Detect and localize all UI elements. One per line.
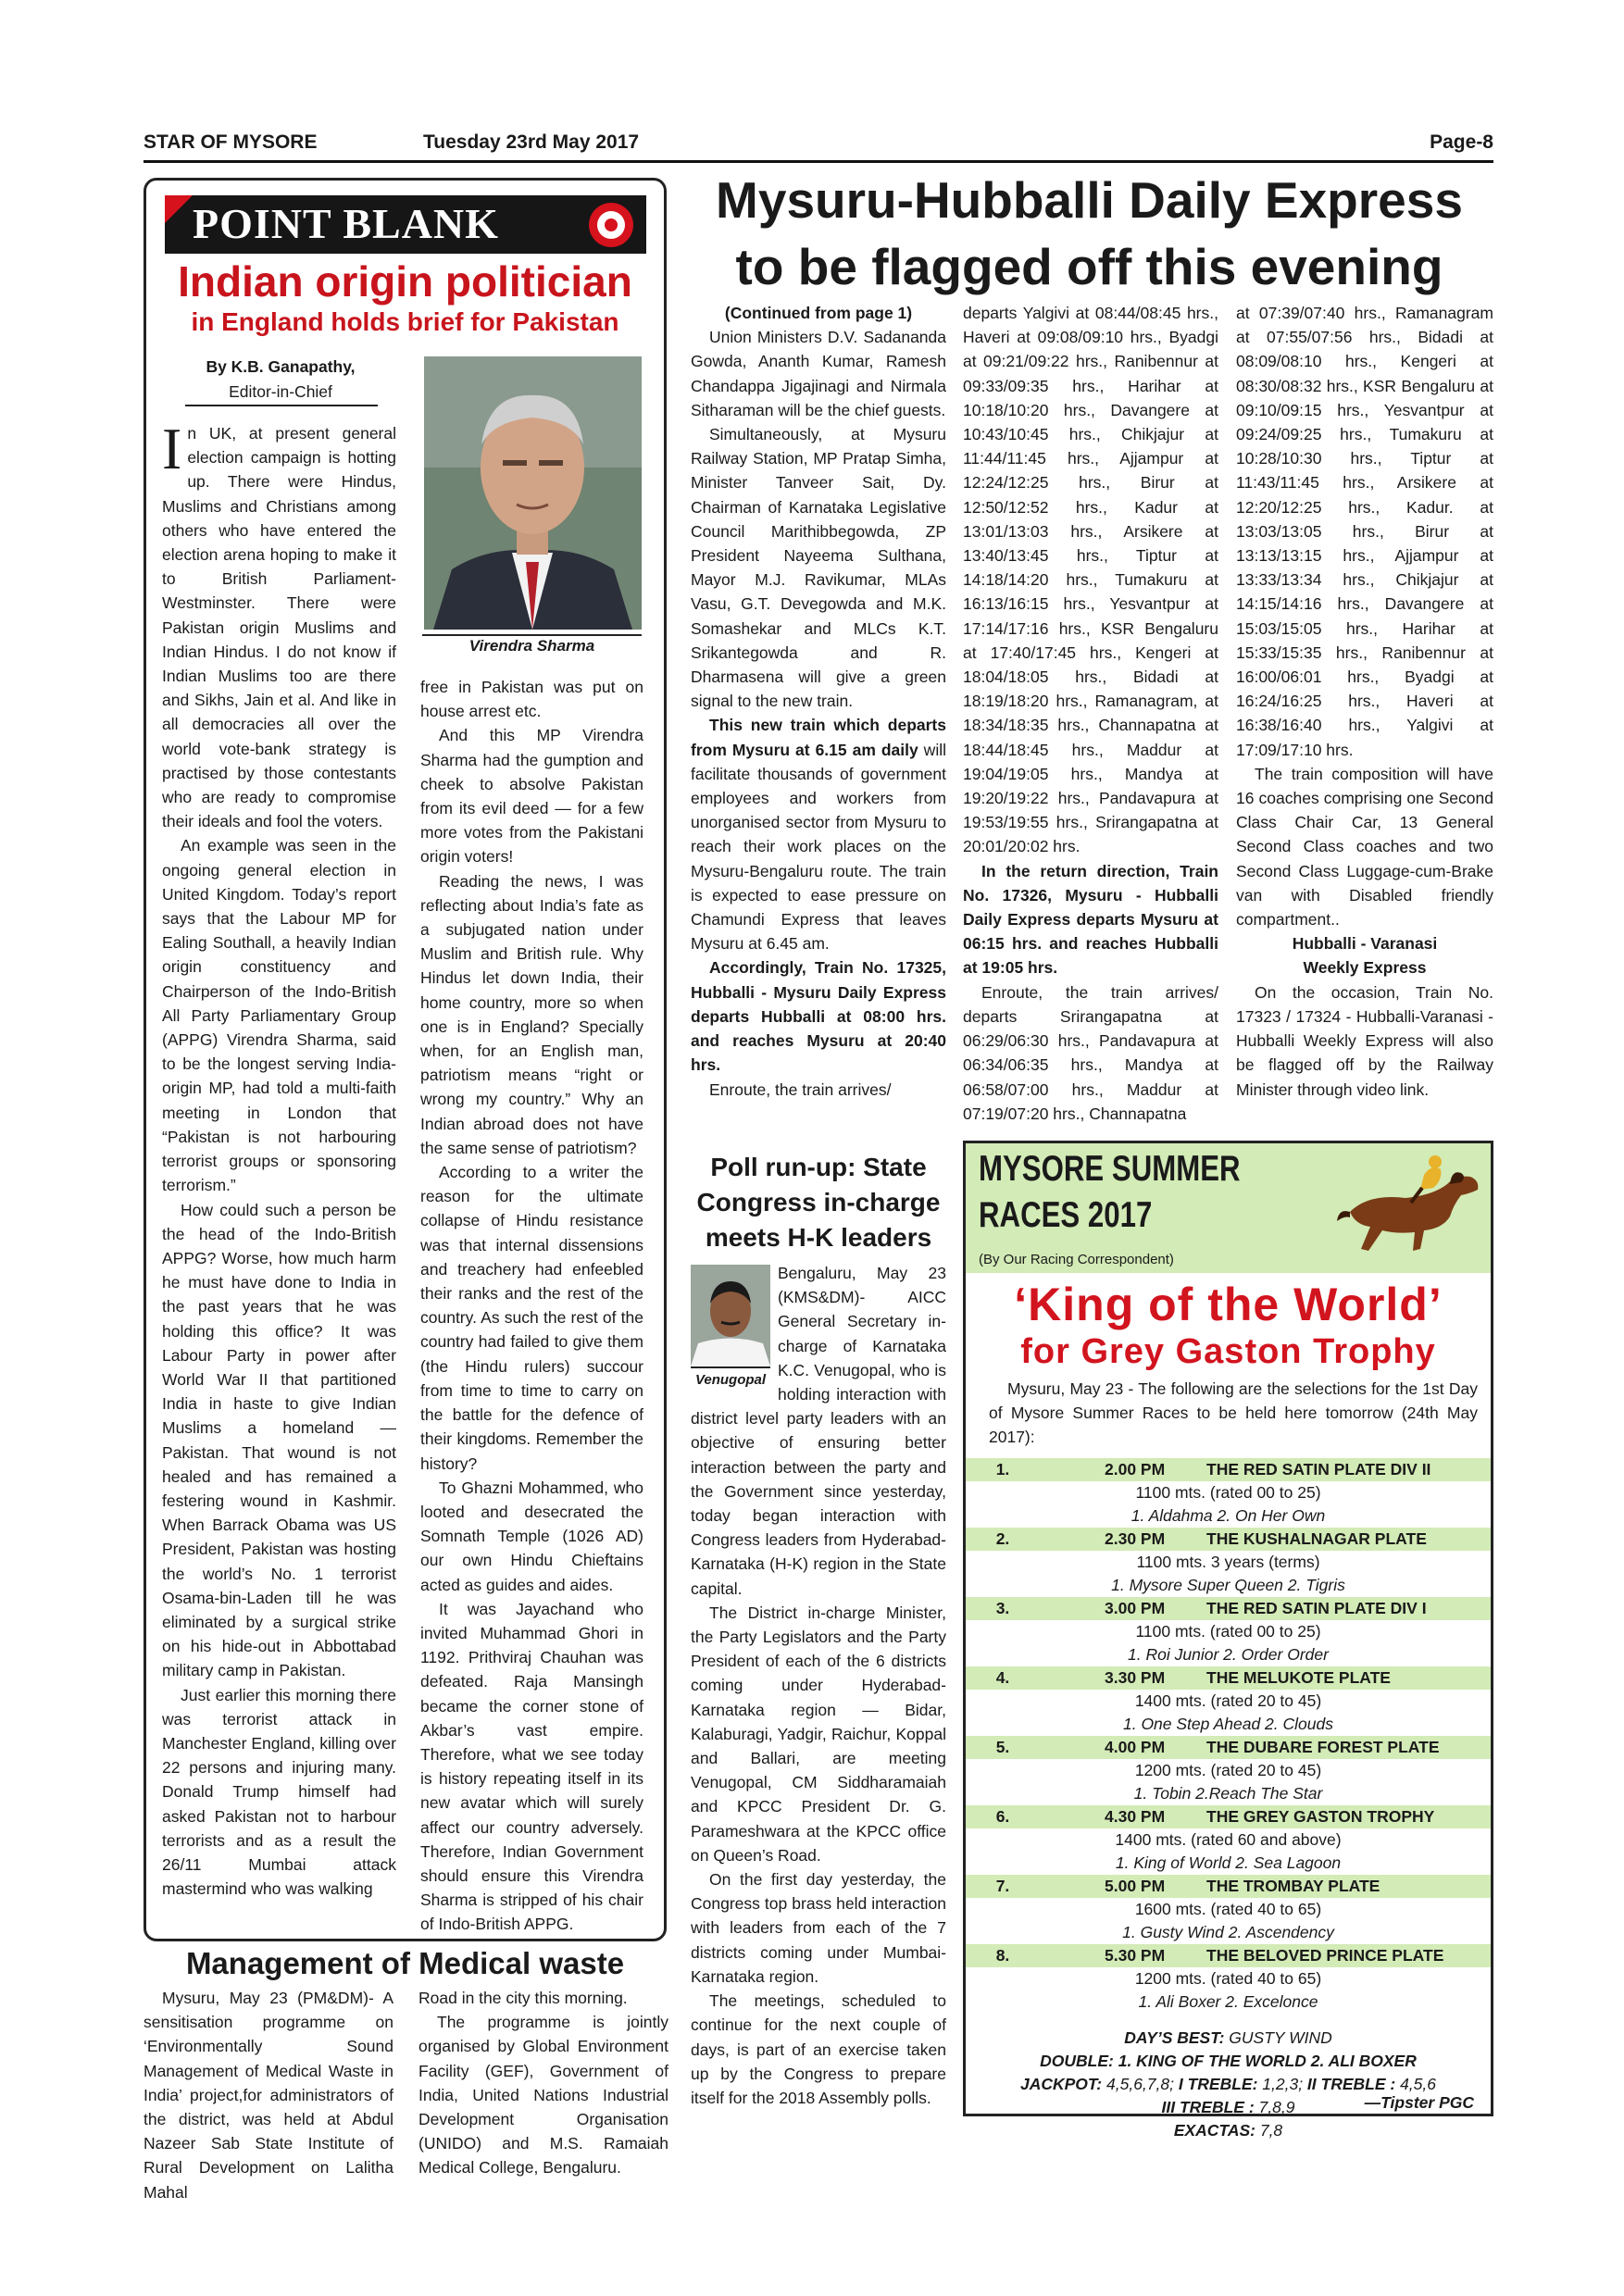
portrait-illustration — [691, 1265, 770, 1366]
byline-rule — [185, 405, 378, 406]
page-number: Page-8 — [1430, 131, 1493, 153]
race-name: THE KUSHALNAGAR PLATE — [1206, 1529, 1427, 1548]
race-distance: 1400 mts. (rated 20 to 45) — [1134, 1691, 1322, 1710]
races-summary — [966, 2027, 1491, 2142]
portrait-illustration — [424, 356, 642, 630]
race-entry — [966, 1875, 1491, 1944]
target-icon — [589, 203, 633, 247]
poll-headline: Poll run-up: State Congress in-charge meets H-K leaders — [696, 1153, 941, 1252]
race-header-row — [966, 1805, 1491, 1828]
bold-lead: This new train which departs from Mysuru at 6.15 am daily — [691, 716, 946, 759]
express-column-3 — [1236, 301, 1493, 1102]
point-blank-banner — [165, 195, 646, 254]
article-paragraph: According to a writer the reason for the ultimate collapse of Hindu resistance was that internal dissensions and treachery had enfeebled their ranks and the rest of the country. As such the rest of the country had failed to give them (the Hindu rulers) succour from time to time to carry on the battle for the defence of their kingdoms. Remember the history? — [420, 1163, 643, 1473]
race-picks: 1. Mysore Super Queen 2. Tigris — [1111, 1576, 1345, 1594]
article-paragraph: Enroute, the train arrives/ departs Srirangapatna at 06:29/06:30 hrs., Pandavapura at 06:34/06:35 hrs., Mandya at 06:58/07:00 hrs., Maddur at 07:19/07:20 hrs., Channapatna — [963, 982, 1218, 1123]
article-paragraph — [691, 955, 946, 1077]
article-paragraph: Mysuru, May 23 (PM&DM)- A sensitisation programme on ‘Environmentally Sound Management of Medical Waste in India’ project,for administrators of the district, was held at Abdul Nazeer Sab State Institute of Rural Development on Lalitha Mahal — [144, 1989, 394, 2202]
article-paragraph: Union Ministers D.V. Sadananda Gowda, Ananth Kumar, Ramesh Chandappa Jigajinagi and Nirmala Sitharaman will be the chief guests. — [691, 328, 946, 419]
race-header-row — [966, 1597, 1491, 1620]
race-distance: 1200 mts. (rated 40 to 65) — [1134, 1969, 1322, 1988]
races-title-line-1: MYSORE SUMMER — [979, 1149, 1241, 1189]
issue-date: Tuesday 23rd May 2017 — [423, 131, 640, 153]
race-number: 6. — [995, 1807, 1010, 1826]
article-paragraph: Bengaluru, May 23 (KMS&DM)- AICC General Secretary in-charge of Karnataka K.C. Venugopal, who is holding interaction with district level party leaders with an objective of ensuring better interaction between the party and the Government since yesterday, today began interaction with Congress leaders from Hyderabad-Karnataka (H-K) region in the State capital. — [691, 1264, 946, 1598]
article-paragraph: The programme is jointly organised by Global Environment Facility (GEF), Government of India, United Nations Industrial Development Organisation (UNIDO) and M.S. Ramaiah Medical College, Bengaluru. — [418, 2013, 668, 2177]
race-header-row — [966, 1458, 1491, 1481]
article-paragraph: departs Yalgivi at 08:44/08:45 hrs., Haveri at 09:08/09:10 hrs., Byadgi at 09:21/09:22 hrs., Ranibennur at 09:33/09:35 hrs., Harihar at 10:18/10:20 hrs., Davangere at 10:43/10:45 hrs., Chikjajur at 11:44/11:45 hrs., Ajjampur at 12:24/12:25 hrs., Birur at 12:50/12:52 hrs., Kadur at 13:01/13:03 hrs., Arsikere at 13:40/13:45 hrs., Tiptur at 14:18/14:20 hrs., Tumakuru at 16:13/16:15 hrs., Yesvantpur at 17:14/17:16 hrs., KSR Bengaluru at 17:40/17:45 hrs., Kengeri at 18:04/18:05 hrs., Bidadi at 18:19/18:20 hrs., Ramanagram, at 18:34/18:35 hrs., Channapatna at 18:44/18:45 hrs., Maddur at 19:04/19:05 hrs., Mandya at 19:20/19:22 hrs., Pandavapura at 19:53/19:55 hrs., Srirangapatna at 20:01/20:02 hrs. — [963, 304, 1218, 856]
article-paragraph: free in Pakistan was put on house arrest etc. — [420, 678, 643, 721]
tipster-signature: —Tipster PGC — [1364, 2093, 1474, 2112]
venugopal-caption: Venugopal — [691, 1366, 770, 1392]
poll-article — [691, 1261, 946, 2110]
article-paragraph: Enroute, the train arrives/ — [709, 1079, 892, 1099]
article-paragraph: Reading the news, I was reflecting about India’s fate as a subjugated nation under Muslim and British rule. Why Hindus let down India, their home country, more so when one is in England? Specially when, for an English man, patriotism means “right or wrong my country.” Why an Indian abroad does not have the same sense of patriotism? — [420, 871, 643, 1157]
race-distance: 1100 mts. (rated 00 to 25) — [1135, 1622, 1321, 1641]
byline-title: Editor-in-Chief — [229, 382, 332, 401]
express-headline-line-2: to be flagged off this evening — [735, 238, 1443, 295]
race-entry — [966, 1805, 1491, 1875]
race-time: 2.00 PM — [1105, 1460, 1166, 1479]
drop-cap: I — [162, 416, 182, 481]
point-blank-subheadline: in England holds brief for Pakistan — [191, 307, 619, 336]
race-picks: 1. King of World 2. Sea Lagoon — [1115, 1853, 1342, 1872]
corner-flag-icon — [165, 195, 193, 223]
venugopal-photo — [691, 1265, 770, 1391]
summary-label: JACKPOT: — [1019, 2075, 1103, 2093]
express-headline-line-1: Mysuru-Hubballi Daily Express — [716, 171, 1463, 229]
express-column-1 — [691, 301, 946, 1102]
race-time: 2.30 PM — [1105, 1529, 1166, 1548]
article-paragraph: The District in-charge Minister, the Party Legislators and the Party President of each of the 6 districts coming under Hyderabad-Karnataka region — Bidar, Kalaburagi, Yadgir, Raichur, Koppal and Ballari, are meeting Venugopal, CM Siddharamaiah and KPCC President Dr. G. Parameshwara at the KPCC office on Queen’s Road. — [691, 1603, 946, 1865]
race-name: THE RED SATIN PLATE DIV I — [1206, 1599, 1427, 1617]
continued-note: (Continued from page 1) — [724, 304, 913, 322]
race-name: THE MELUKOTE PLATE — [1206, 1668, 1391, 1687]
medical-waste-column-1 — [144, 1986, 394, 2204]
race-time: 3.00 PM — [1105, 1599, 1166, 1617]
article-paragraph: The train composition will have 16 coaches comprising one Second Class Chair Car, 13 General Second Class coaches and two Second Class Luggage-cum-Brake van with Disabled friendly compartment.. — [1236, 764, 1493, 930]
article-paragraph — [691, 713, 946, 955]
paragraph-text: will facilitate thousands of government employees and workers from unorganised sector from Mysuru to reach their work places on the Mysuru-Bengaluru route. The train is expected to ease pressure on Chamundi Express that leaves Mysuru at 6.45 am. — [691, 740, 946, 954]
express-column-2 — [963, 301, 1218, 1126]
race-distance: 1600 mts. (rated 40 to 65) — [1134, 1900, 1322, 1918]
article-paragraph: On the first day yesterday, the Congress top brass held interaction with leaders from each of the 7 districts coming under Mumbai-Karnataka region. — [691, 1870, 946, 1986]
race-time: 4.00 PM — [1105, 1738, 1166, 1756]
race-distance: 1200 mts. (rated 20 to 45) — [1134, 1761, 1322, 1779]
portrait-photo — [691, 1265, 770, 1366]
article-paragraph: On the occasion, Train No. 17323 / 17324 - Hubballi-Varanasi - Hubballi Weekly Express will also be flagged off by the Railway Minister through video link. — [1236, 982, 1493, 1099]
race-time: 5.30 PM — [1105, 1946, 1166, 1965]
race-picks: 1. One Step Ahead 2. Clouds — [1122, 1715, 1333, 1733]
article-paragraph: Road in the city this morning. — [418, 1989, 628, 2007]
article-paragraph: It was Jayachand who invited Muhammad Ghori in 1192. Prithviraj Chauhan was defeated. Raja Mansingh became the corner stone of Akbar’s vast empire. Therefore, what we see today is history repeating itself in its new avatar which will surely affect our country adversely. Therefore, Indian Government should ensure this Virendra Sharma is stripped of his chair of Indo-British APPG. — [420, 1599, 643, 1934]
point-blank-column-2 — [420, 675, 643, 1937]
race-picks: 1. Aldahma 2. On Her Own — [1131, 1506, 1326, 1525]
race-header-row — [966, 1528, 1491, 1551]
summary-value: 1,2,3; — [1257, 2075, 1307, 2093]
article-paragraph: An example was seen in the ongoing general election in United Kingdom. Today’s report says that the Labour MP for Ealing Southall, a heavily Indian origin constituency and Chairperson of the Indo-British All Party Parliamentary Group (APPG) Virendra Sharma, said to be the longest serving India-origin MP, had told a multi-faith meeting in London that “Pakistan is not harbouring terrorist groups or sponsoring terrorism.” — [162, 836, 396, 1195]
race-name: THE GREY GASTON TROPHY — [1206, 1807, 1435, 1826]
race-number: 2. — [995, 1529, 1010, 1548]
point-blank-column-1 — [162, 416, 396, 1901]
byline — [174, 355, 387, 405]
summary-label: II TREBLE : — [1306, 2075, 1396, 2093]
race-number: 1. — [995, 1460, 1010, 1479]
summary-label: DOUBLE: — [1040, 2052, 1114, 2070]
article-paragraph — [963, 859, 1218, 980]
bold-lead: Accordingly, Train No. 17325, Hubballi - Mysuru Daily Express departs Hubballi at 08:00 hrs. and reaches Mysuru at 20:40 hrs. — [691, 958, 946, 1075]
race-name: THE TROMBAY PLATE — [1206, 1877, 1380, 1895]
summary-label: I TREBLE: — [1178, 2075, 1258, 2093]
race-time: 3.30 PM — [1105, 1668, 1166, 1687]
races-headline: ‘King of the World’ — [1014, 1279, 1443, 1330]
article-paragraph: And this MP Virendra Sharma had the gumption and cheek to absolve Pakistan from its evil deed — for a few more votes from the Pakistani origin voters! — [420, 726, 643, 867]
summary-value: 4,5,6,7,8; — [1102, 2075, 1179, 2093]
racing-correspondent: (By Our Racing Correspondent) — [979, 1252, 1174, 1267]
summary-label: EXACTAS: — [1173, 2121, 1255, 2140]
express-headline — [685, 167, 1493, 300]
race-number: 3. — [995, 1599, 1010, 1617]
races-intro: Mysuru, May 23 - The following are the selections for the 1st Day of Mysore Summer Races to be held here tomorrow (24th May 2017): — [989, 1379, 1478, 1446]
paper-name: STAR OF MYSORE — [144, 131, 318, 153]
article-paragraph: at 07:39/07:40 hrs., Ramanagram at 07:55/07:56 hrs., Bidadi at 08:09/08:10 hrs., Kengeri at 08:30/08:32 hrs., KSR Bengaluru at 09:10/09:15 hrs., Yesvantpur at 09:24/09:25 hrs., Tumakuru at 10:28/10:30 hrs., Tiptur at 11:43/11:45 hrs., Arsikere at 12:20/12:25 hrs., Kadur. at 13:03/13:05 hrs., Birur at 13:13/13:15 hrs., Ajjampur at 13:33/13:34 hrs., Chikjajur at 14:15/14:16 hrs., Davangere at 15:03/15:05 hrs., Harihar at 15:33/15:35 hrs., Ranibennur at 16:00/06:01 hrs., Byadgi at 16:24/16:25 hrs., Haveri at 16:38/16:40 hrs., Yalgivi at 17:09/17:10 hrs. — [1236, 304, 1493, 759]
race-entry — [966, 1528, 1491, 1597]
summary-label: III TREBLE : — [1161, 2098, 1255, 2116]
summary-label: DAY’S BEST: — [1124, 2028, 1225, 2047]
race-time: 5.00 PM — [1105, 1877, 1166, 1895]
race-entry — [966, 1944, 1491, 2014]
race-number: 5. — [995, 1738, 1010, 1756]
portrait-photo — [424, 356, 642, 630]
race-name: THE DUBARE FOREST PLATE — [1206, 1738, 1440, 1756]
race-picks: 1. Tobin 2.Reach The Star — [1133, 1784, 1323, 1803]
race-picks: 1. Roi Junior 2. Order Order — [1128, 1645, 1329, 1664]
double — [966, 2050, 1491, 2073]
point-blank-box — [144, 178, 667, 1941]
race-selections — [966, 1458, 1491, 2014]
summary-value: 7,8,9 — [1254, 2098, 1295, 2116]
race-header-row — [966, 1736, 1491, 1759]
article-paragraph: Just earlier this morning there was terrorist attack in Manchester England, killing over 22 persons and injuring many. Donald Trump himself had asked Pakistan not to harbour terrorists and as a result the 26/11 Mumbai attack mastermind who was walking — [162, 1685, 396, 1899]
race-distance: 1100 mts. 3 years (terms) — [1136, 1553, 1320, 1571]
bold-lead: In the return direction, Train No. 17326, Mysuru - Hubballi Daily Express departs Mysuru at 06:15 hrs. and reaches Hubballi at 19:05 hrs. — [963, 861, 1218, 978]
race-name: THE RED SATIN PLATE DIV II — [1206, 1460, 1431, 1479]
race-header-row — [966, 1666, 1491, 1690]
byline-name: By K.B. Ganapathy, — [206, 357, 356, 376]
exactas — [966, 2119, 1491, 2142]
medical-waste-column-2 — [418, 1986, 668, 2180]
race-header-row — [966, 1944, 1491, 1967]
race-entry — [966, 1458, 1491, 1528]
summary-value: 4,5,6 — [1395, 2075, 1436, 2093]
medical-waste-headline: Management of Medical waste — [185, 1946, 625, 1980]
article-paragraph: n UK, at present general election campaign is hotting up. There were Hindus, Muslims and Christians among others who have entered the election arena hoping to make it to British Parliament-Westminster. There were Pakistan origin Muslims and Indian Hindus. I do not know if Indian Muslims too are there and Sikhs, Jain et al. And like in all democracies all over the world vote-bank strategy is practised by those contestants who are ready to compromise their ideals and fool the voters. — [162, 424, 396, 831]
races-subheadline: for Grey Gaston Trophy — [1020, 1332, 1436, 1371]
article-paragraph: To Ghazni Mohammed, who looted and desecrated the Somnath Temple (1026 AD) our own Hindu Chieftains acted as guides and aides. — [420, 1478, 643, 1594]
point-blank-title: POINT BLANK — [193, 200, 499, 247]
summary-value: 7,8 — [1255, 2121, 1283, 2140]
race-time: 4.30 PM — [1105, 1807, 1166, 1826]
racehorse-icon — [1331, 1147, 1489, 1269]
race-header-row — [966, 1875, 1491, 1898]
article-paragraph: How could such a person be the head of the Indo-British APPG? Worse, how much harm he must have done to India in the past years that he was holding this office? It was Labour Party in power after World War II that partitioned India in haste to give Indian Muslims a homeland — Pakistan. That wound is not healed and has remained a festering wound in Kashmir. When Barrack Obama was US President, Pakistan was hosting the world’s No. 1 terrorist Osama-bin-Laden till he was eliminated by a surgical strike on his hide-out in Abbottabad military camp in Pakistan. — [162, 1200, 396, 1680]
article-paragraph: The meetings, scheduled to continue for the next couple of days, is part of an exercise taken up by the Congress to prepare itself for the 2018 Assembly polls. — [691, 1991, 946, 2107]
race-number: 7. — [995, 1877, 1010, 1895]
article-paragraph: Simultaneously, at Mysuru Railway Station, MP Pratap Simha, Minister Tanveer Sait, Dy. Chairman of Karnataka Legislative Council Marithibbegowda, ZP President Nayeema Sulthana, Mayor M.J. Ravikumar, MLAs Vasu, G.T. Devegowda and M.K. Somashekar and MLCs K.T. Srikantegowda and R. Dharmasena will give a green signal to the new train. — [691, 425, 946, 711]
races-title-line-2: RACES 2017 — [979, 1195, 1153, 1235]
races-header-band — [966, 1143, 1491, 1273]
race-number: 4. — [995, 1668, 1010, 1687]
portrait-caption: Virendra Sharma — [422, 634, 642, 655]
summary-value: 1. KING OF THE WORLD 2. ALI BOXER — [1113, 2052, 1417, 2070]
race-picks: 1. Ali Boxer 2. Excelonce — [1138, 1992, 1318, 2011]
point-blank-headline: Indian origin politician — [178, 257, 632, 306]
subheading: Weekly Express — [1303, 958, 1427, 978]
race-name: THE BELOVED PRINCE PLATE — [1206, 1946, 1444, 1965]
summary-value: GUSTY WIND — [1224, 2028, 1332, 2047]
race-distance: 1100 mts. (rated 00 to 25) — [1135, 1483, 1321, 1502]
race-entry — [966, 1597, 1491, 1666]
subheading: Hubballi - Varanasi — [1292, 934, 1438, 954]
days-best — [966, 2027, 1491, 2050]
race-entry — [966, 1666, 1491, 1736]
race-picks: 1. Gusty Wind 2. Ascendency — [1122, 1923, 1334, 1941]
race-number: 8. — [995, 1946, 1010, 1965]
race-distance: 1400 mts. (rated 60 and above) — [1115, 1830, 1342, 1849]
race-entry — [966, 1736, 1491, 1805]
masthead — [144, 131, 1493, 163]
races-box — [963, 1141, 1493, 2140]
